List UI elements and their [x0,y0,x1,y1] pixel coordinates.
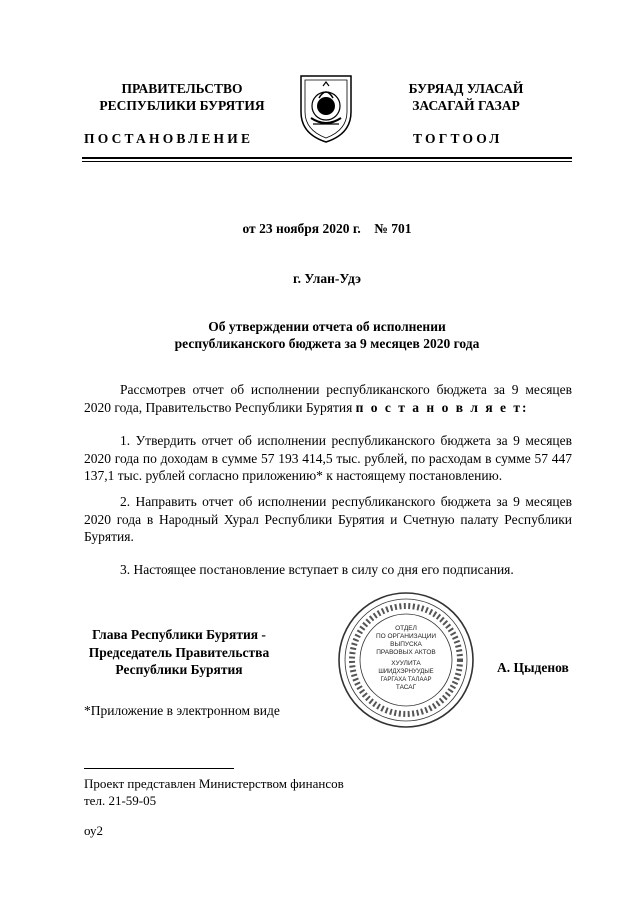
item-2-text: 2. Направить отчет об исполнении республиканского бюджета за 9 месяцев 2020 года в Народный Хурал Республики Бурятия и Счетную палату Республики Бурятия. [84,494,572,544]
header-left-line1: ПРАВИТЕЛЬСТВО [121,81,243,96]
seal-line4: ПРАВОВЫХ АКТОВ [376,649,436,656]
signatory-line1: Глава Республики Бурятия - [92,627,266,642]
seal-line5: ХУУЛИТА [391,660,421,667]
intro-text: Рассмотрев отчет об исполнении республиканского бюджета за 9 месяцев 2020 года, Правительство Республики Бурятия [84,382,572,415]
signatory-line3: Республики Бурятия [115,662,243,677]
header-right-line2: ЗАСАГАЙ ГАЗАР [412,98,520,113]
footer-line1: Проект представлен Министерством финансов [84,776,344,791]
document-date-number: от 23 ноября 2020 г. № 701 [242,221,412,236]
appendix-note: *Приложение в электронном виде [84,703,280,718]
official-seal [336,590,476,730]
intro-paragraph [84,381,572,416]
signatory-line2: Председатель Правительства [88,644,270,660]
title-line2: республиканского бюджета за 9 месяцев 2020 года [174,336,480,351]
seal-line3: ВЫПУСКА [390,641,422,648]
header-divider-thin [82,161,572,162]
header-divider-thick [82,157,572,159]
document-code: оу2 [84,823,104,838]
header-left-line2: РЕСПУБЛИКИ БУРЯТИЯ [99,98,265,113]
intro-decree-word: п о с т а н о в л я е т: [355,399,529,415]
footer-block [84,775,344,809]
signatory-title [84,626,274,679]
doc-type-right: ТОГТООЛ [413,131,503,146]
seal-line7: ГАРГАХА ТАЛААР [380,677,432,683]
document-title [82,318,572,352]
seal-line8: ТАСАГ [395,684,417,691]
item-3-text: 3. Настоящее постановление вступает в силу со дня его подписания. [120,562,514,577]
item-1-paragraph [84,432,572,485]
footer-divider [84,768,234,769]
item-1-text: 1. Утвердить отчет об исполнении республиканского бюджета за 9 месяцев 2020 года по доходам в сумме 57 193 414,5 тыс. рублей, по расходам в сумме 57 447 137,1 тыс. рублей согласно приложению* к настоящему постановлению. [84,433,572,483]
document-city: г. Улан-Удэ [293,271,361,286]
item-2-paragraph [84,493,572,546]
title-line1: Об утверждении отчета об исполнении [208,319,446,334]
seal-line2: ПО ОРГАНИЗАЦИИ [375,633,437,640]
coat-of-arms-icon [297,72,355,144]
doc-type-left: ПОСТАНОВЛЕНИЕ [84,131,254,146]
seal-line6: ШИИДХЭРНУУДЫЕ [378,669,434,675]
item-3-paragraph [84,561,572,579]
signatory-name: А. Цыденов [497,660,569,675]
header-right-block [396,80,536,114]
header-right-line1: БУРЯАД УЛАСАЙ [408,81,524,96]
header-left-block [84,80,280,114]
seal-line1: ОТДЕЛ [395,625,417,632]
footer-line2: тел. 21-59-05 [84,793,157,808]
